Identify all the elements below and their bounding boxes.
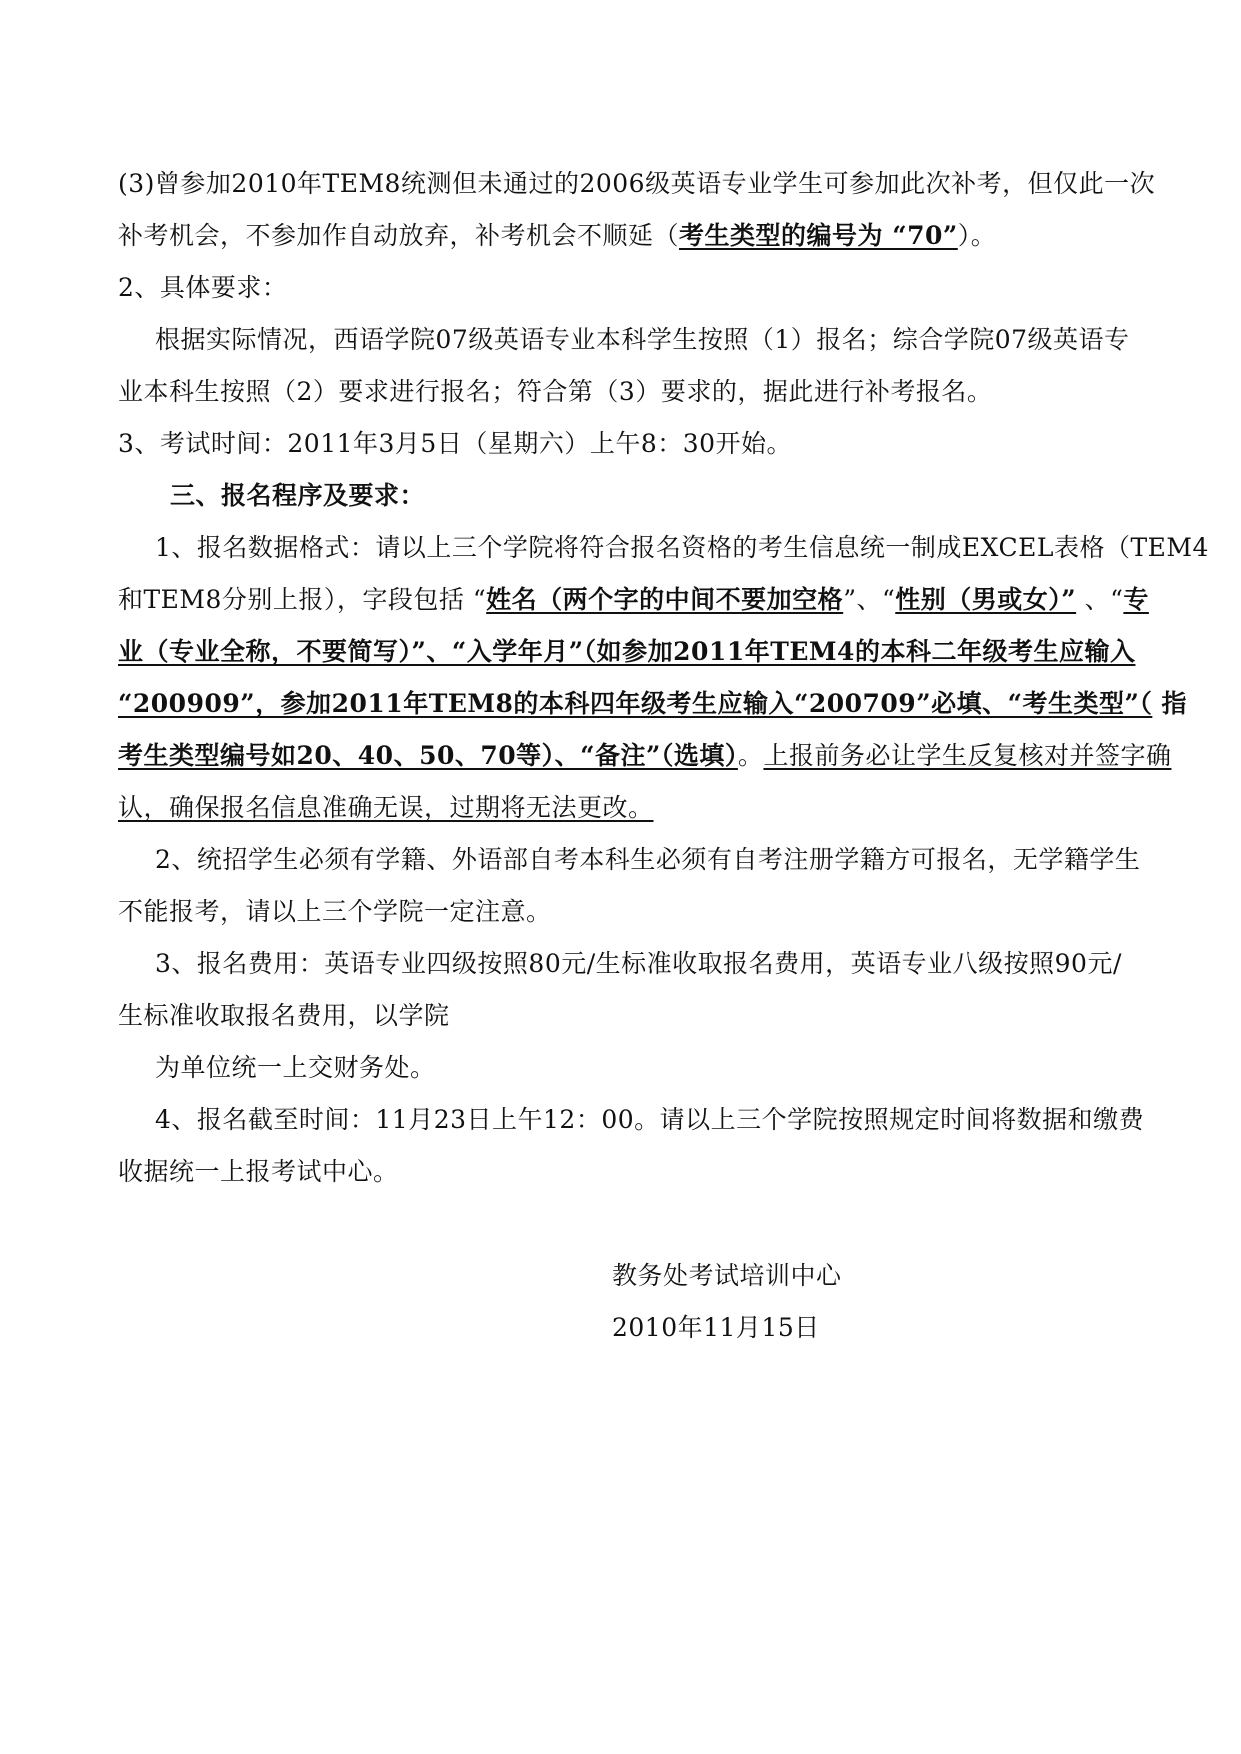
requirements-para-line1: 根据实际情况，西语学院07级英语专业本科学生按照（1）报名；综合学院07级英语专 xyxy=(155,325,1130,354)
s3-item1-line2-a: 和TEM8分别上报），字段包括 “ xyxy=(118,585,487,614)
specific-requirements-heading: 2、具体要求： xyxy=(118,273,288,302)
s3-item3-line2: 生标准收取报名费用，以学院 xyxy=(118,1001,450,1030)
exam-type-code-note: 考生类型的编号为 “70” xyxy=(679,221,958,250)
s3-item1-line4 xyxy=(118,687,1188,721)
item3-line2-prefix: 补考机会，不参加作自动放弃，补考机会不顺延（ xyxy=(118,221,680,250)
signature-office: 教务处考试培训中心 xyxy=(612,1261,842,1290)
item3-line2 xyxy=(118,219,1128,253)
s3-item1-line1: 1、报名数据格式：请以上三个学院将符合报名资格的考生信息统一制成EXCEL表格（TEM4 xyxy=(155,533,1209,562)
s3-item2-line2: 不能报考，请以上三个学院一定注意。 xyxy=(118,897,552,926)
s3-item1-line4-b: 指 xyxy=(1152,689,1188,718)
s3-item3-line3: 为单位统一上交财务处。 xyxy=(155,1053,436,1082)
s3-item1-line2-c: ”、“ xyxy=(843,585,896,614)
s3-item1-line5 xyxy=(118,739,1172,773)
item3-line2-suffix: ）。 xyxy=(957,221,997,250)
field-name: 姓名（两个字的中间不要加空格 xyxy=(486,585,844,614)
signature-date: 2010年11月15日 xyxy=(612,1313,820,1342)
s3-item1-line6: 认，确保报名信息准确无误，过期将无法更改。 xyxy=(118,793,654,822)
s3-item1-line2 xyxy=(118,583,1149,617)
s3-item1-line3: 业（专业全称，不要简写）”、“入学年月”（如参加2011年TEM4的本科二年级考生应输入 xyxy=(118,637,1136,666)
section-three-title: 三、报名程序及要求： xyxy=(170,481,426,510)
item3-line1: (3)曾参加2010年TEM8统测但未通过的2006级英语专业学生可参加此次补考，但仅此一次 xyxy=(118,169,1156,198)
field-gender: 性别（男或女）” xyxy=(895,585,1077,614)
s3-item1-line2-e: 、“ xyxy=(1076,585,1124,614)
s3-item3-line1: 3、报名费用：英语专业四级按照80元/生标准收取报名费用，英语专业八级按照90元/ xyxy=(155,949,1122,978)
s3-item2-line1: 2、统招学生必须有学籍、外语部自考本科生必须有自考注册学籍方可报名，无学籍学生 xyxy=(155,845,1141,874)
s3-item1-line5-a: 考生类型编号如20、40、50、70等）、“备注”（选填） xyxy=(118,741,738,770)
s3-item4-line2: 收据统一上报考试中心。 xyxy=(118,1157,399,1186)
s3-item1-line5-b: 。 xyxy=(737,741,764,770)
s3-item1-line5-c: 上报前务必让学生反复核对并签字确 xyxy=(763,741,1172,770)
requirements-para-line2: 业本科生按照（2）要求进行报名；符合第（3）要求的，据此进行补考报名。 xyxy=(118,377,993,406)
field-major-start: 专 xyxy=(1123,585,1149,614)
s3-item4-line1: 4、报名截至时间：11月23日上午12：00。请以上三个学院按照规定时间将数据和缴费 xyxy=(155,1105,1145,1134)
exam-time: 3、考试时间：2011年3月5日（星期六）上午8：30开始。 xyxy=(118,429,793,458)
s3-item1-line4-a: “200909”，参加2011年TEM8的本科四年级考生应输入“200709”必填、“考生类型”（ xyxy=(118,689,1153,718)
